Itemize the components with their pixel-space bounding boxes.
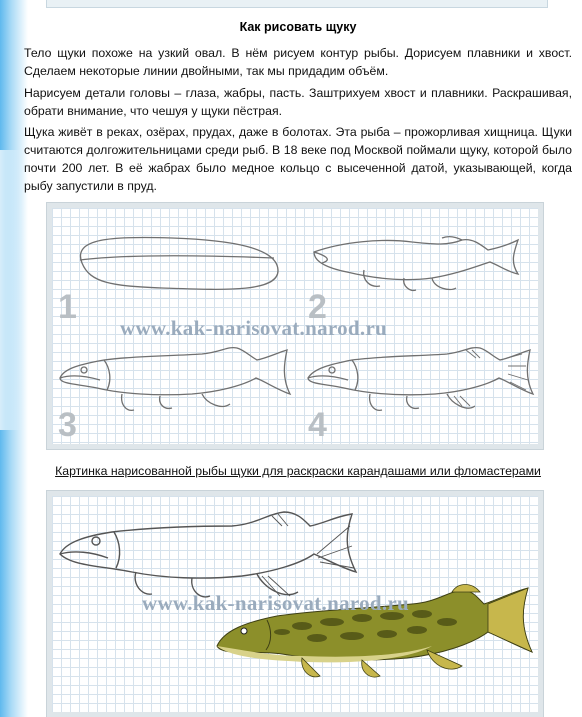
step-number-4: 4	[308, 406, 327, 444]
step-number-1: 1	[58, 288, 77, 326]
article-title: Как рисовать щуку	[239, 20, 357, 34]
step-number-3: 3	[58, 406, 77, 444]
step-1-oval	[80, 237, 278, 289]
step-4-fish	[308, 348, 533, 411]
previous-image-frame-edge	[46, 0, 548, 8]
paragraph-3: Щука живёт в реках, озёрах, прудах, даже в болотах. Эта рыба – прожорливая хищница. Щуки считаются долгожительницами среди рыб. В 18 веке под Москвой поймали щуку, которой было почти 200 лет. В её жабрах было медное кольцо с высеченной датой, указывающей, когда рыбу запустили в пруд.	[24, 125, 572, 193]
graph-paper	[52, 208, 538, 444]
graph-paper	[52, 496, 538, 712]
paragraph-1: Тело щуки похоже на узкий овал. В нём рисуем контур рыбы. Дорисуем плавники и хвост. Сделаем некоторые линии двойными, так мы придадим объём.	[24, 46, 572, 78]
image-caption-link[interactable]: Картинка нарисованной рыбы щуки для раскраски карандашами или фломастерами	[55, 464, 541, 478]
paragraph-2: Нарисуем детали головы – глаза, жабры, пасть. Заштрихуем хвост и плавники. Раскрашивая, обрати внимание, что чешуя у щуки пёстрая.	[24, 86, 572, 118]
outline-pike	[60, 512, 356, 597]
step-2-outline	[314, 237, 518, 291]
watermark-coloring: www.kak-narisovat.narod.ru	[142, 591, 410, 615]
coloring-image[interactable]	[46, 490, 544, 717]
watermark-steps: www.kak-narisovat.narod.ru	[120, 316, 388, 340]
drawing-steps-image[interactable]	[46, 202, 544, 450]
step-3-fish	[60, 348, 290, 411]
step-number-2: 2	[308, 288, 327, 326]
